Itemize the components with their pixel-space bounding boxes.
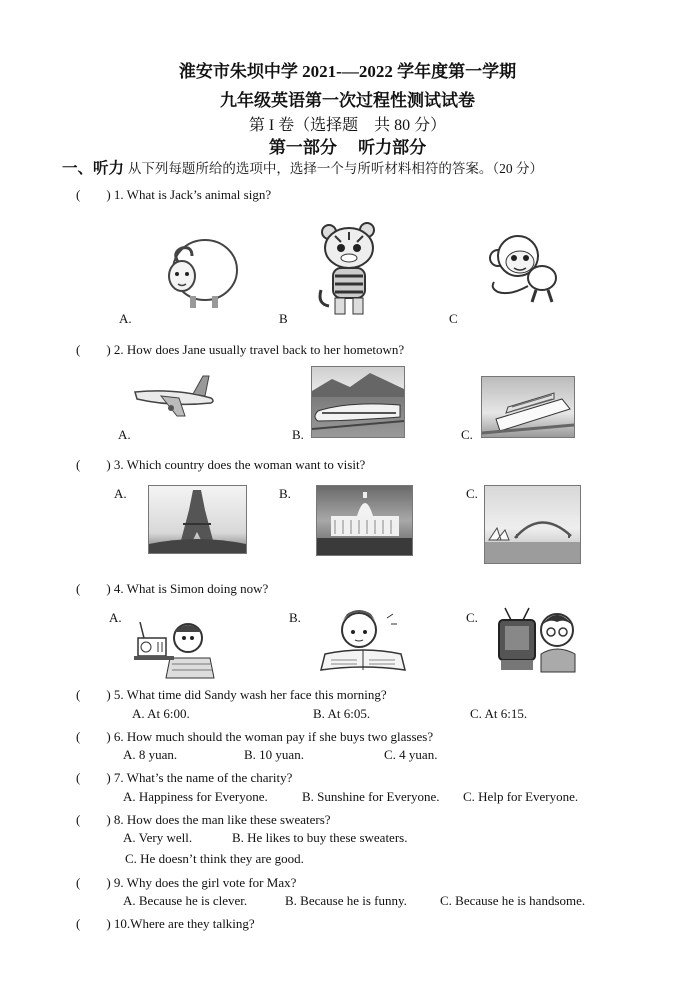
option-label: B. (279, 486, 291, 501)
option-c: C. At 6:15. (470, 706, 528, 721)
boy-listening-radio-picture (134, 616, 216, 680)
question-text: 10.Where are they talking? (113, 916, 255, 931)
option-label: C (449, 311, 458, 326)
option-b: B. He likes to buy these sweaters. (232, 830, 408, 845)
option-b: B. 10 yuan. (244, 747, 304, 762)
exam-school-title: 淮安市朱坝中学 2021-—2022 学年度第一学期 (178, 62, 517, 81)
option-label: B. (289, 610, 301, 625)
section-instruction: 从下列每题所给的选项中，选择一个与所听材料相符的答案。（20 分） (127, 161, 544, 176)
option-a: A. Happiness for Everyone. (123, 789, 268, 804)
question-text: 8. How does the man like these sweaters? (113, 812, 331, 827)
boy-reading-book-picture (321, 610, 405, 670)
option-label: A. (109, 610, 122, 625)
question-10 (76, 913, 255, 932)
option-b: B. Sunshine for Everyone. (302, 789, 440, 804)
option-label: C. (461, 427, 473, 442)
answer-blank[interactable]: ( ) (76, 729, 111, 744)
question-1 (76, 184, 271, 203)
part-title: 第一部分 听力部分 (268, 138, 427, 157)
option-label: B. (292, 427, 304, 442)
answer-blank[interactable]: ( ) (76, 187, 111, 202)
option-label: A. (118, 427, 131, 442)
high-speed-train-photo (311, 366, 405, 438)
question-2 (76, 339, 404, 358)
answer-blank[interactable]: ( ) (76, 875, 111, 890)
exam-paper-title: 九年级英语第一次过程性测试试卷 (220, 91, 475, 110)
option-label: C. (466, 610, 478, 625)
option-a: A. 8 yuan. (123, 747, 178, 762)
boy-watching-tv-picture (497, 606, 579, 674)
question-text: 7. What’s the name of the charity? (113, 770, 293, 785)
sheep-picture (160, 232, 242, 312)
monkey-picture (484, 232, 566, 304)
question-text: 1. What is Jack’s animal sign? (113, 187, 272, 202)
option-a: A. Very well. (123, 830, 193, 845)
option-label: A. (119, 311, 132, 326)
question-9 (76, 872, 296, 891)
answer-blank[interactable]: ( ) (76, 581, 111, 596)
section-label: 一、听力 (62, 160, 125, 177)
sydney-opera-house-photo (484, 485, 581, 564)
answer-blank[interactable]: ( ) (76, 687, 111, 702)
section-heading (62, 156, 543, 178)
answer-blank[interactable]: ( ) (76, 916, 111, 931)
question-text: 4. What is Simon doing now? (113, 581, 269, 596)
airplane-picture (131, 366, 217, 424)
question-text: 6. How much should the woman pay if she buys two glasses? (113, 729, 434, 744)
option-b: B. Because he is funny. (285, 893, 407, 908)
volume-title: 第 I 卷（选择题 共 80 分） (248, 117, 447, 134)
question-4 (76, 578, 268, 597)
option-label: C. (466, 486, 478, 501)
tiger-picture (315, 220, 387, 318)
answer-blank[interactable]: ( ) (76, 812, 111, 827)
question-text: 2. How does Jane usually travel back to her hometown? (113, 342, 405, 357)
question-text: 3. Which country does the woman want to visit? (113, 457, 366, 472)
question-text: 9. Why does the girl vote for Max? (113, 875, 297, 890)
answer-blank[interactable]: ( ) (76, 770, 111, 785)
option-c: C. He doesn’t think they are good. (125, 851, 304, 866)
option-c: C. 4 yuan. (384, 747, 438, 762)
option-label: A. (114, 486, 127, 501)
question-text: 5. What time did Sandy wash her face this morning? (113, 687, 387, 702)
question-5 (76, 684, 387, 703)
option-c: C. Help for Everyone. (463, 789, 579, 804)
option-a: A. Because he is clever. (123, 893, 248, 908)
cruise-ship-photo (481, 376, 575, 438)
option-c: C. Because he is handsome. (440, 893, 586, 908)
answer-blank[interactable]: ( ) (76, 342, 111, 357)
capitol-building-photo (316, 485, 413, 556)
option-a: A. At 6:00. (132, 706, 190, 721)
eiffel-tower-photo (148, 485, 247, 554)
question-6 (76, 726, 433, 745)
answer-blank[interactable]: ( ) (76, 457, 111, 472)
option-label: B (279, 311, 288, 326)
option-b: B. At 6:05. (313, 706, 371, 721)
question-3 (76, 454, 365, 473)
question-7 (76, 767, 292, 786)
question-8 (76, 809, 331, 828)
